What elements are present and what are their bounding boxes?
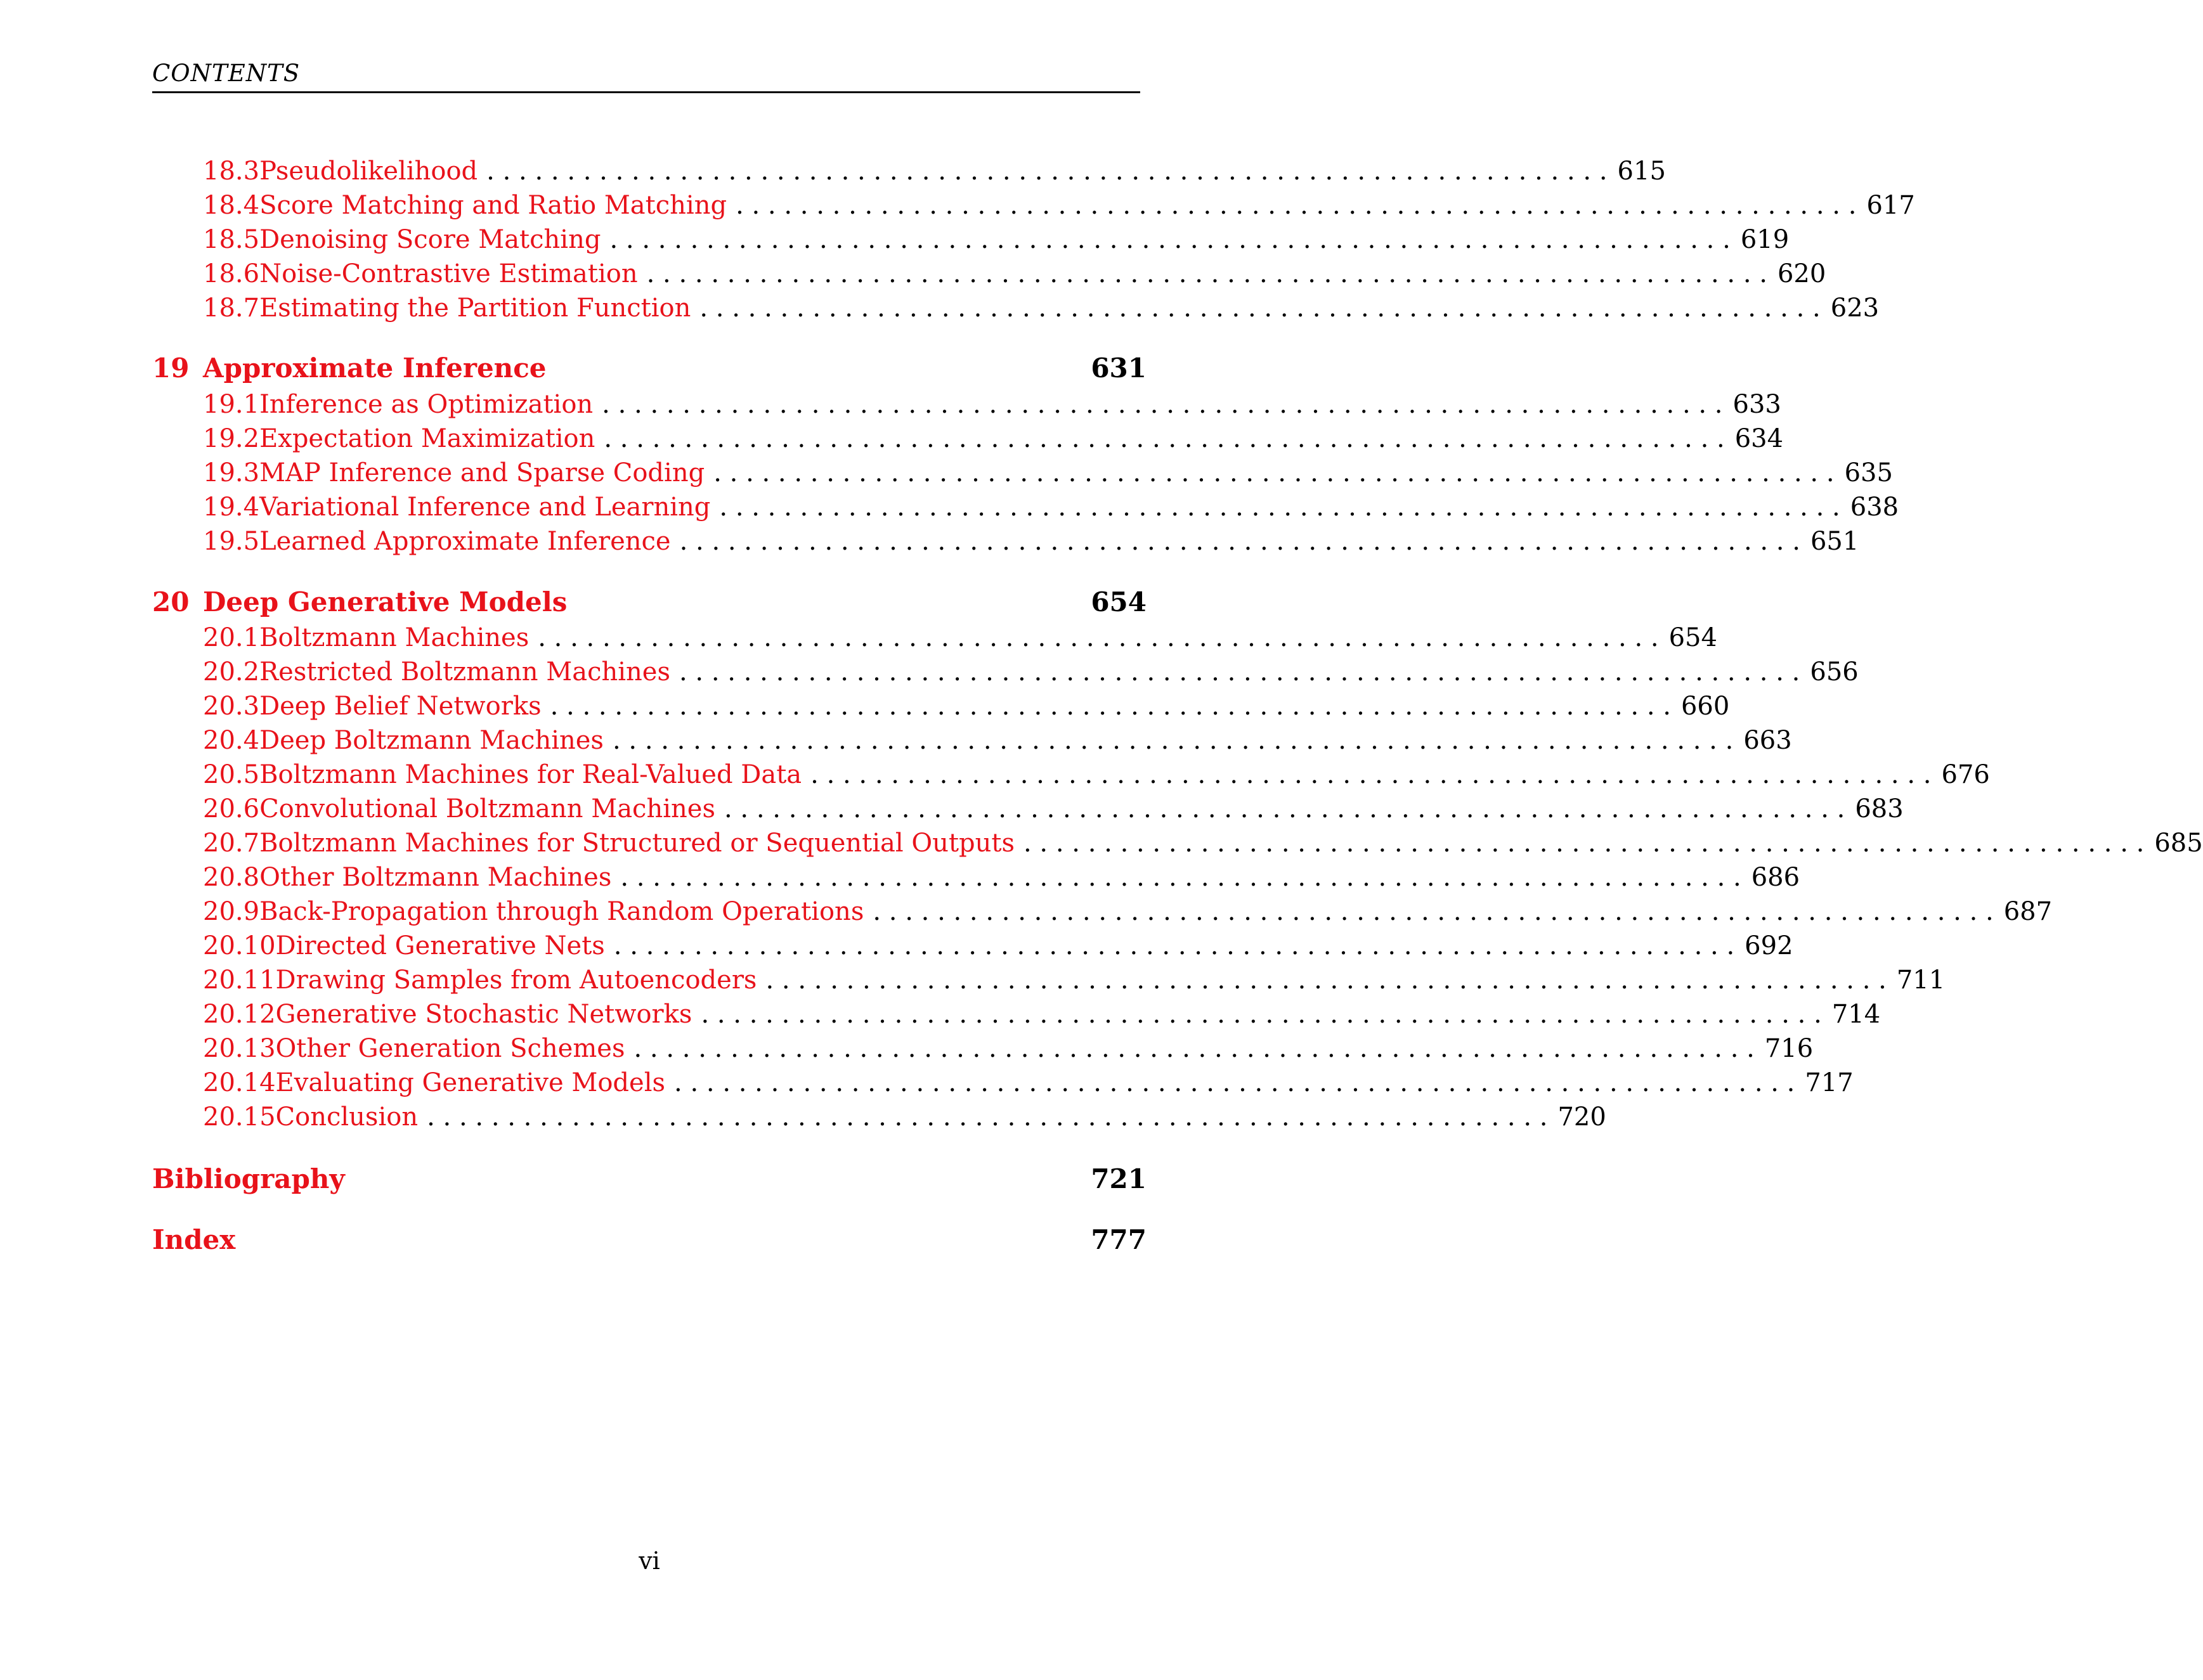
page-number: 620: [1777, 259, 1826, 288]
dot-leader: . . . . . . . . . . . . . . . . . . . . . . . . . . . . . . . . . . . . . . . . . . . . . . . . . . . . . . . . . . . . . . . . . . . . . .: [646, 259, 1767, 288]
section-title[interactable]: Boltzmann Machines: [259, 623, 530, 652]
page-number: 654: [1668, 623, 1717, 652]
section-number: 18.5: [203, 225, 260, 254]
section-number: 19.4: [203, 493, 260, 522]
section-number: 18.7: [203, 294, 260, 323]
dot-leader: . . . . . . . . . . . . . . . . . . . . . . . . . . . . . . . . . . . . . . . . . . . . . . . . . . . . . . . . . . . . . . . . . . . . . .: [873, 897, 1994, 926]
page-number: 683: [1855, 794, 1904, 824]
section-number: 20.9: [203, 897, 260, 926]
section-title[interactable]: Variational Inference and Learning: [259, 493, 711, 522]
page-number: 687: [2003, 897, 2053, 926]
page-number: 633: [1732, 390, 1781, 419]
dot-leader: . . . . . . . . . . . . . . . . . . . . . . . . . . . . . . . . . . . . . . . . . . . . . . . . . . . . . . . . . . . . . . . . . . . . . .: [724, 794, 1845, 824]
toc-entry-20-12[interactable]: [152, 997, 1881, 1031]
dot-leader: . . . . . . . . . . . . . . . . . . . . . . . . . . . . . . . . . . . . . . . . . . . . . . . . . . . . . . . . . . . . . . . . . . . . . .: [486, 157, 1608, 186]
toc-entry-18-3[interactable]: [152, 154, 1666, 188]
toc-entry-19-3[interactable]: [152, 456, 1893, 490]
section-number: 20.12: [203, 1000, 276, 1029]
page-number: 720: [1557, 1102, 1606, 1132]
dot-leader: . . . . . . . . . . . . . . . . . . . . . . . . . . . . . . . . . . . . . . . . . . . . . . . . . . . . . . . . . . . . . . . . . . . . . .: [674, 1068, 1795, 1097]
dot-leader: . . . . . . . . . . . . . . . . . . . . . . . . . . . . . . . . . . . . . . . . . . . . . . . . . . . . . . . . . . . . . . . . . . . . . .: [713, 458, 1835, 488]
section-number: 20.14: [203, 1068, 276, 1097]
section-title[interactable]: Restricted Boltzmann Machines: [259, 657, 670, 687]
section-title[interactable]: Evaluating Generative Models: [275, 1068, 666, 1097]
page-number: 714: [1831, 1000, 1881, 1029]
page-number: 617: [1866, 191, 1915, 220]
section-number: 20.2: [203, 657, 260, 687]
page-number: 721: [1091, 1163, 1147, 1194]
section-title[interactable]: Other Boltzmann Machines: [259, 863, 612, 892]
section-number: 18.6: [203, 259, 260, 288]
page-number: 615: [1617, 157, 1666, 186]
page-number: 777: [1091, 1224, 1147, 1255]
page-number: 634: [1734, 424, 1784, 453]
running-head: CONTENTS: [152, 60, 301, 87]
dot-leader: . . . . . . . . . . . . . . . . . . . . . . . . . . . . . . . . . . . . . . . . . . . . . . . . . . . . . . . . . . . . . . . . . . . . . .: [538, 623, 1659, 652]
dot-leader: . . . . . . . . . . . . . . . . . . . . . . . . . . . . . . . . . . . . . . . . . . . . . . . . . . . . . . . . . . . . . . . . . . . . . .: [810, 760, 1932, 789]
toc-entry-20-14[interactable]: [152, 1066, 1854, 1100]
section-number: 20.3: [203, 692, 260, 721]
chapter-title[interactable]: Deep Generative Models: [203, 586, 568, 617]
section-title[interactable]: Pseudolikelihood: [259, 157, 478, 186]
section-title[interactable]: Denoising Score Matching: [259, 225, 601, 254]
toc-entry-20-15[interactable]: [152, 1100, 1606, 1134]
section-title[interactable]: Drawing Samples from Autoencoders: [275, 966, 757, 995]
section-title[interactable]: Directed Generative Nets: [275, 931, 605, 960]
toc-entry-20-3[interactable]: [152, 689, 1730, 723]
toc-entry-20-8[interactable]: [152, 860, 1800, 895]
toc-entry-20-4[interactable]: [152, 723, 1792, 758]
section-title[interactable]: Generative Stochastic Networks: [275, 1000, 692, 1029]
toc-bibliography[interactable]: [152, 1162, 1147, 1196]
section-title[interactable]: Boltzmann Machines for Real-Valued Data: [259, 760, 802, 789]
toc-index[interactable]: [152, 1223, 1147, 1257]
toc-entry-20-2[interactable]: [152, 655, 1859, 689]
page-number: 631: [1091, 352, 1147, 384]
toc-chapter-20[interactable]: [152, 585, 1147, 619]
dot-leader: . . . . . . . . . . . . . . . . . . . . . . . . . . . . . . . . . . . . . . . . . . . . . . . . . . . . . . . . . . . . . . . . . . . . . .: [765, 966, 1887, 995]
toc-entry-20-1[interactable]: [152, 621, 1717, 655]
page-number: 619: [1740, 225, 1790, 254]
page-number: 623: [1830, 294, 1880, 323]
table-of-contents: [152, 0, 2203, 1680]
section-title[interactable]: Deep Boltzmann Machines: [259, 726, 604, 755]
section-number: 19.2: [203, 424, 260, 453]
toc-entry-19-2[interactable]: [152, 422, 1784, 456]
dot-leader: . . . . . . . . . . . . . . . . . . . . . . . . . . . . . . . . . . . . . . . . . . . . . . . . . . . . . . . . . . . . . . . . . . . . . .: [679, 657, 1800, 687]
section-title[interactable]: Back-Propagation through Random Operations: [259, 897, 864, 926]
dot-leader: . . . . . . . . . . . . . . . . . . . . . . . . . . . . . . . . . . . . . . . . . . . . . . . . . . . . . . . . . . . . . . . . . . . . . .: [620, 863, 1741, 892]
section-title[interactable]: Estimating the Partition Function: [259, 294, 691, 323]
page-number: 660: [1680, 692, 1730, 721]
dot-leader: . . . . . . . . . . . . . . . . . . . . . . . . . . . . . . . . . . . . . . . . . . . . . . . . . . . . . . . . . . . . . . . . . . . . . .: [719, 493, 1840, 522]
toc-entry-20-7[interactable]: [152, 826, 2203, 860]
toc-entry-19-4[interactable]: [152, 490, 1899, 524]
section-title[interactable]: Expectation Maximization: [259, 424, 595, 453]
chapter-number: 20: [152, 586, 190, 617]
section-title[interactable]: Other Generation Schemes: [275, 1034, 625, 1063]
section-number: 20.4: [203, 726, 260, 755]
page-folio: vi: [639, 1547, 660, 1575]
section-number: 18.4: [203, 191, 260, 220]
page-number: 716: [1764, 1034, 1814, 1063]
toc-entry-20-11[interactable]: [152, 963, 1946, 997]
section-number: 20.7: [203, 829, 260, 858]
index-title[interactable]: Index: [152, 1224, 236, 1255]
toc-entry-18-7[interactable]: [152, 291, 1880, 325]
section-title[interactable]: Noise-Contrastive Estimation: [259, 259, 638, 288]
page-number: 676: [1941, 760, 1990, 789]
dot-leader: . . . . . . . . . . . . . . . . . . . . . . . . . . . . . . . . . . . . . . . . . . . . . . . . . . . . . . . . . . . . . . . . . . . . . .: [679, 527, 1800, 556]
page-number: 651: [1810, 527, 1859, 556]
section-title[interactable]: Score Matching and Ratio Matching: [259, 191, 727, 220]
section-number: 20.6: [203, 794, 260, 824]
toc-entry-20-10[interactable]: [152, 929, 1793, 963]
toc-entry-20-5[interactable]: [152, 758, 1990, 792]
dot-leader: . . . . . . . . . . . . . . . . . . . . . . . . . . . . . . . . . . . . . . . . . . . . . . . . . . . . . . . . . . . . . . . . . . . . . .: [701, 1000, 1822, 1029]
section-number: 20.1: [203, 623, 260, 652]
toc-entry-20-9[interactable]: [152, 895, 2053, 929]
section-number: 20.5: [203, 760, 260, 789]
toc-entry-18-5[interactable]: [152, 223, 1790, 257]
dot-leader: . . . . . . . . . . . . . . . . . . . . . . . . . . . . . . . . . . . . . . . . . . . . . . . . . . . . . . . . . . . . . . . . . . . . . .: [604, 424, 1725, 453]
chapter-number: 19: [152, 352, 190, 384]
toc-entry-20-13[interactable]: [152, 1031, 1814, 1066]
dot-leader: . . . . . . . . . . . . . . . . . . . . . . . . . . . . . . . . . . . . . . . . . . . . . . . . . . . . . . . . . . . . . . . . . . . . . .: [609, 225, 1731, 254]
section-number: 19.3: [203, 458, 260, 488]
page-number: 638: [1850, 493, 1899, 522]
section-number: 20.8: [203, 863, 260, 892]
section-number: 20.13: [203, 1034, 276, 1063]
section-title[interactable]: MAP Inference and Sparse Coding: [259, 458, 705, 488]
toc-entry-18-6[interactable]: [152, 257, 1826, 291]
toc-entry-19-5[interactable]: [152, 524, 1859, 559]
toc-entry-20-6[interactable]: [152, 792, 1904, 826]
page-number: 663: [1743, 726, 1792, 755]
toc-chapter-19[interactable]: [152, 351, 1147, 385]
dot-leader: . . . . . . . . . . . . . . . . . . . . . . . . . . . . . . . . . . . . . . . . . . . . . . . . . . . . . . . . . . . . . . . . . . . . . .: [613, 931, 1735, 960]
dot-leader: . . . . . . . . . . . . . . . . . . . . . . . . . . . . . . . . . . . . . . . . . . . . . . . . . . . . . . . . . . . . . . . . . . . . . .: [736, 191, 1857, 220]
page-number: 654: [1091, 586, 1147, 617]
dot-leader: . . . . . . . . . . . . . . . . . . . . . . . . . . . . . . . . . . . . . . . . . . . . . . . . . . . . . . . . . . . . . . . . . . . . . .: [1023, 829, 2145, 858]
chapter-title[interactable]: Approximate Inference: [203, 352, 547, 384]
section-title[interactable]: Conclusion: [275, 1102, 419, 1132]
dot-leader: . . . . . . . . . . . . . . . . . . . . . . . . . . . . . . . . . . . . . . . . . . . . . . . . . . . . . . . . . . . . . . . . . . . . . .: [427, 1102, 1548, 1132]
page-number: 685: [2154, 829, 2203, 858]
dot-leader: . . . . . . . . . . . . . . . . . . . . . . . . . . . . . . . . . . . . . . . . . . . . . . . . . . . . . . . . . . . . . . . . . . . . . .: [634, 1034, 1755, 1063]
section-number: 20.11: [203, 966, 276, 995]
page-number: 635: [1844, 458, 1893, 488]
page-number: 717: [1805, 1068, 1854, 1097]
dot-leader: . . . . . . . . . . . . . . . . . . . . . . . . . . . . . . . . . . . . . . . . . . . . . . . . . . . . . . . . . . . . . . . . . . . . . .: [602, 390, 1723, 419]
page-number: 656: [1810, 657, 1859, 687]
section-title[interactable]: Learned Approximate Inference: [259, 527, 671, 556]
section-number: 19.1: [203, 390, 260, 419]
page-number: 711: [1896, 966, 1946, 995]
section-number: 18.3: [203, 157, 260, 186]
page-number: 692: [1745, 931, 1793, 960]
dot-leader: . . . . . . . . . . . . . . . . . . . . . . . . . . . . . . . . . . . . . . . . . . . . . . . . . . . . . . . . . . . . . . . . . . . . . .: [699, 294, 1821, 323]
section-number: 20.10: [203, 931, 276, 960]
toc-entry-19-1[interactable]: [152, 387, 1781, 422]
section-title[interactable]: Deep Belief Networks: [259, 692, 542, 721]
section-title[interactable]: Inference as Optimization: [259, 390, 594, 419]
bibliography-title[interactable]: Bibliography: [152, 1163, 345, 1194]
section-number: 19.5: [203, 527, 260, 556]
section-title[interactable]: Boltzmann Machines for Structured or Sequential Outputs: [259, 829, 1015, 858]
dot-leader: . . . . . . . . . . . . . . . . . . . . . . . . . . . . . . . . . . . . . . . . . . . . . . . . . . . . . . . . . . . . . . . . . . . . . .: [550, 692, 1671, 721]
dot-leader: . . . . . . . . . . . . . . . . . . . . . . . . . . . . . . . . . . . . . . . . . . . . . . . . . . . . . . . . . . . . . . . . . . . . . .: [612, 726, 1734, 755]
section-number: 20.15: [203, 1102, 276, 1132]
toc-entry-18-4[interactable]: [152, 188, 1915, 223]
page-number: 686: [1751, 863, 1800, 892]
section-title[interactable]: Convolutional Boltzmann Machines: [259, 794, 715, 824]
